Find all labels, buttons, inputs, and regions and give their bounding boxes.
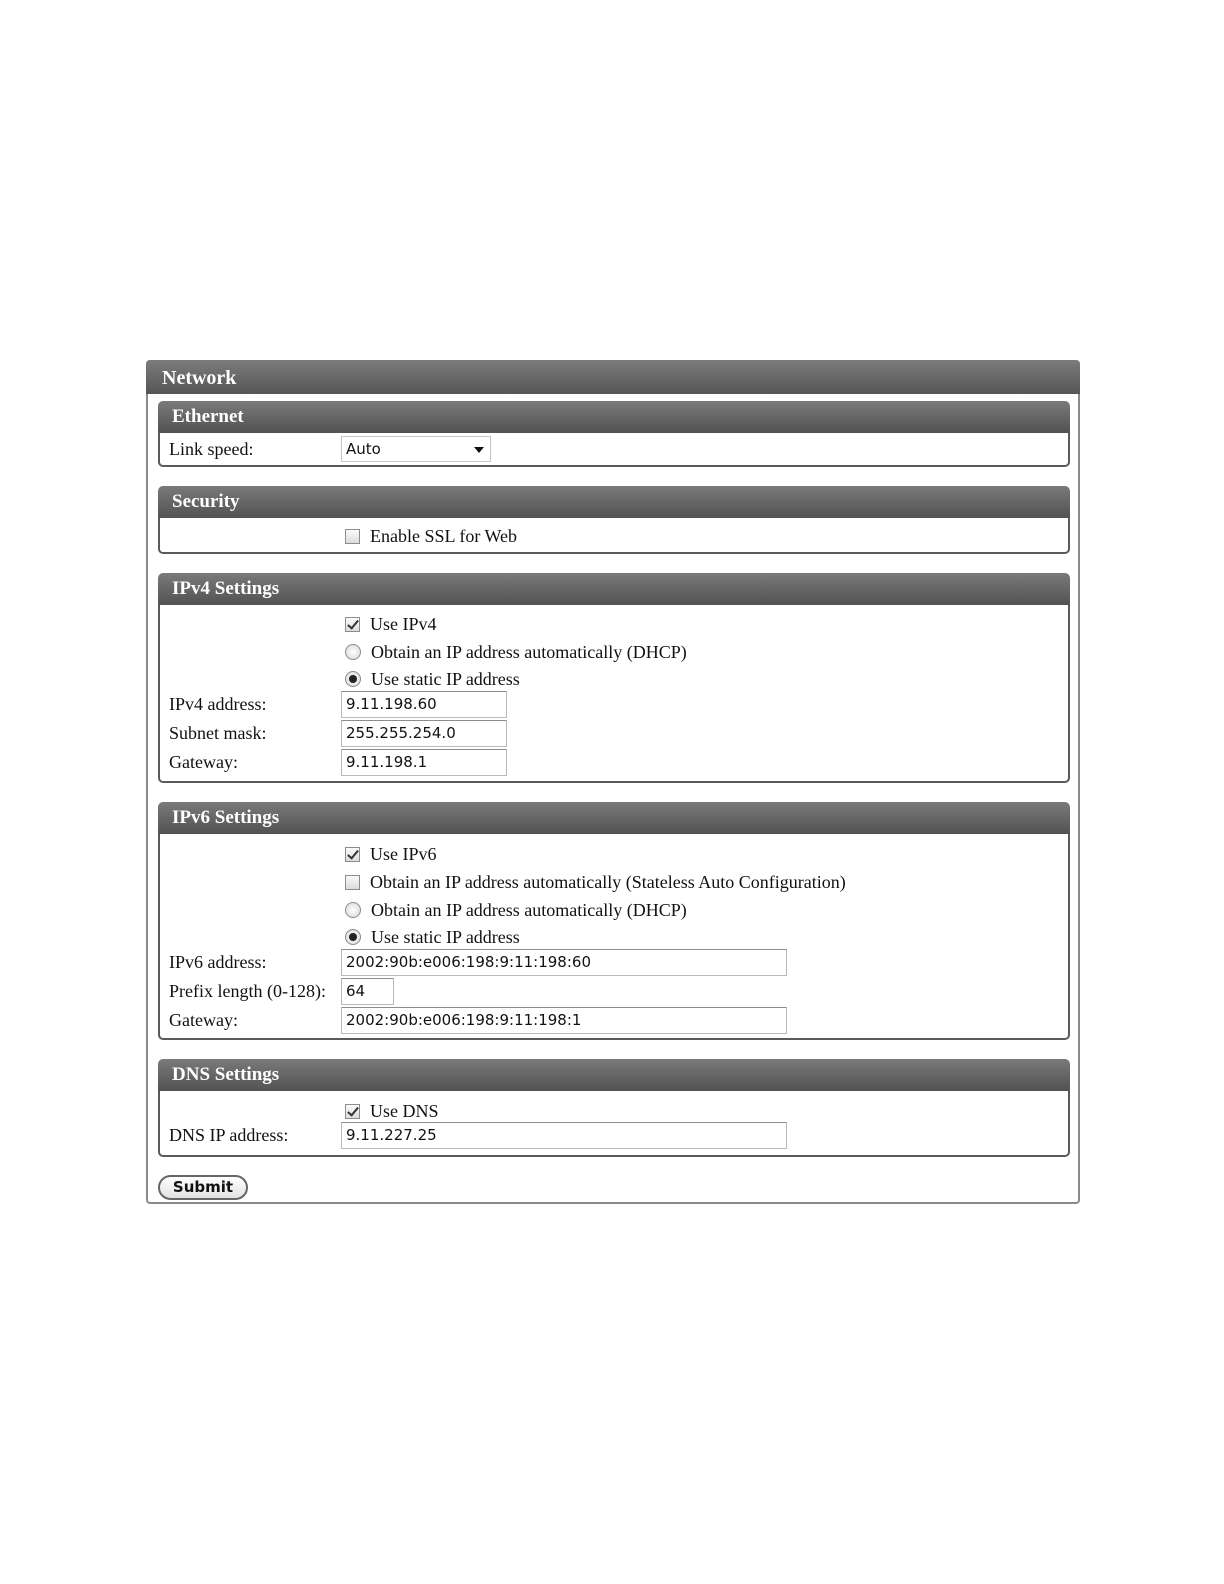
ipv4-section [158, 573, 1070, 783]
use-ipv6-option[interactable] [345, 841, 437, 867]
ipv6-section-body [158, 834, 1070, 1040]
link-speed-value: Auto [346, 440, 381, 458]
dns-section-title: DNS Settings [158, 1059, 1070, 1091]
ipv4-dhcp-label: Obtain an IP address automatically (DHCP) [371, 641, 687, 662]
enable-ssl-option[interactable] [345, 523, 517, 549]
ipv6-section-title: IPv6 Settings [158, 802, 1070, 834]
ipv4-dhcp-radio[interactable] [345, 644, 361, 660]
dns-address-input[interactable]: 9.11.227.25 [341, 1122, 787, 1149]
use-ipv4-label: Use IPv4 [370, 613, 437, 634]
ipv4-gateway-row [160, 749, 1068, 775]
ipv6-stateless-checkbox[interactable] [345, 875, 360, 890]
submit-button[interactable]: Submit [158, 1175, 248, 1200]
use-dns-label: Use DNS [370, 1100, 439, 1121]
dns-address-row [160, 1122, 1068, 1148]
security-section [158, 486, 1070, 554]
ipv6-static-label: Use static IP address [371, 926, 520, 947]
enable-ssl-label: Enable SSL for Web [370, 525, 518, 546]
ipv4-gateway-input[interactable]: 9.11.198.1 [341, 749, 507, 776]
ipv4-gateway-label: Gateway: [169, 752, 238, 772]
ipv6-dhcp-option[interactable] [345, 897, 687, 923]
use-dns-option[interactable] [345, 1098, 439, 1124]
ipv6-dhcp-label: Obtain an IP address automatically (DHCP) [371, 899, 687, 920]
ipv4-static-radio[interactable] [345, 671, 361, 687]
ipv6-section [158, 802, 1070, 1040]
ipv4-static-label: Use static IP address [371, 668, 520, 689]
security-section-body [158, 518, 1070, 554]
ipv4-static-option[interactable] [345, 666, 520, 692]
dns-section-body [158, 1091, 1070, 1157]
ethernet-section [158, 401, 1070, 467]
ipv6-stateless-option[interactable] [345, 869, 846, 895]
enable-ssl-row [160, 523, 1068, 549]
ipv6-stateless-label: Obtain an IP address automatically (Stateless Auto Configuration) [370, 871, 846, 892]
link-speed-label: Link speed: [169, 439, 254, 459]
ipv6-gateway-input[interactable]: 2002:90b:e006:198:9:11:198:1 [341, 1007, 787, 1034]
panel-title: Network [146, 360, 1080, 394]
ipv6-address-row [160, 949, 1068, 975]
ipv6-static-option[interactable] [345, 924, 520, 950]
ipv4-address-input[interactable]: 9.11.198.60 [341, 691, 507, 718]
use-dns-checkbox[interactable] [345, 1104, 360, 1119]
chevron-down-icon [474, 447, 484, 453]
dns-address-label: DNS IP address: [169, 1125, 289, 1145]
link-speed-row [160, 436, 1068, 462]
use-ipv6-checkbox[interactable] [345, 847, 360, 862]
security-section-title: Security [158, 486, 1070, 518]
ipv4-section-body [158, 605, 1070, 783]
subnet-mask-input[interactable]: 255.255.254.0 [341, 720, 507, 747]
prefix-length-input[interactable]: 64 [341, 978, 394, 1005]
ipv4-dhcp-option[interactable] [345, 639, 687, 665]
ipv4-address-row [160, 691, 1068, 717]
ipv6-static-radio[interactable] [345, 929, 361, 945]
dns-section [158, 1059, 1070, 1157]
ipv6-dhcp-radio[interactable] [345, 902, 361, 918]
ipv6-address-input[interactable]: 2002:90b:e006:198:9:11:198:60 [341, 949, 787, 976]
use-ipv4-checkbox[interactable] [345, 617, 360, 632]
network-panel [146, 360, 1080, 1204]
ipv6-gateway-row [160, 1007, 1068, 1033]
ipv6-address-label: IPv6 address: [169, 952, 267, 972]
ipv4-address-label: IPv4 address: [169, 694, 267, 714]
use-ipv4-option[interactable] [345, 611, 437, 637]
ipv6-gateway-label: Gateway: [169, 1010, 238, 1030]
prefix-length-label: Prefix length (0-128): [169, 981, 326, 1001]
enable-ssl-checkbox[interactable] [345, 529, 360, 544]
link-speed-select[interactable] [341, 436, 491, 462]
ethernet-section-title: Ethernet [158, 401, 1070, 433]
ipv4-section-title: IPv4 Settings [158, 573, 1070, 605]
use-ipv6-label: Use IPv6 [370, 843, 437, 864]
ethernet-section-body [158, 433, 1070, 467]
subnet-mask-label: Subnet mask: [169, 723, 267, 743]
prefix-length-row [160, 978, 1068, 1004]
subnet-mask-row [160, 720, 1068, 746]
